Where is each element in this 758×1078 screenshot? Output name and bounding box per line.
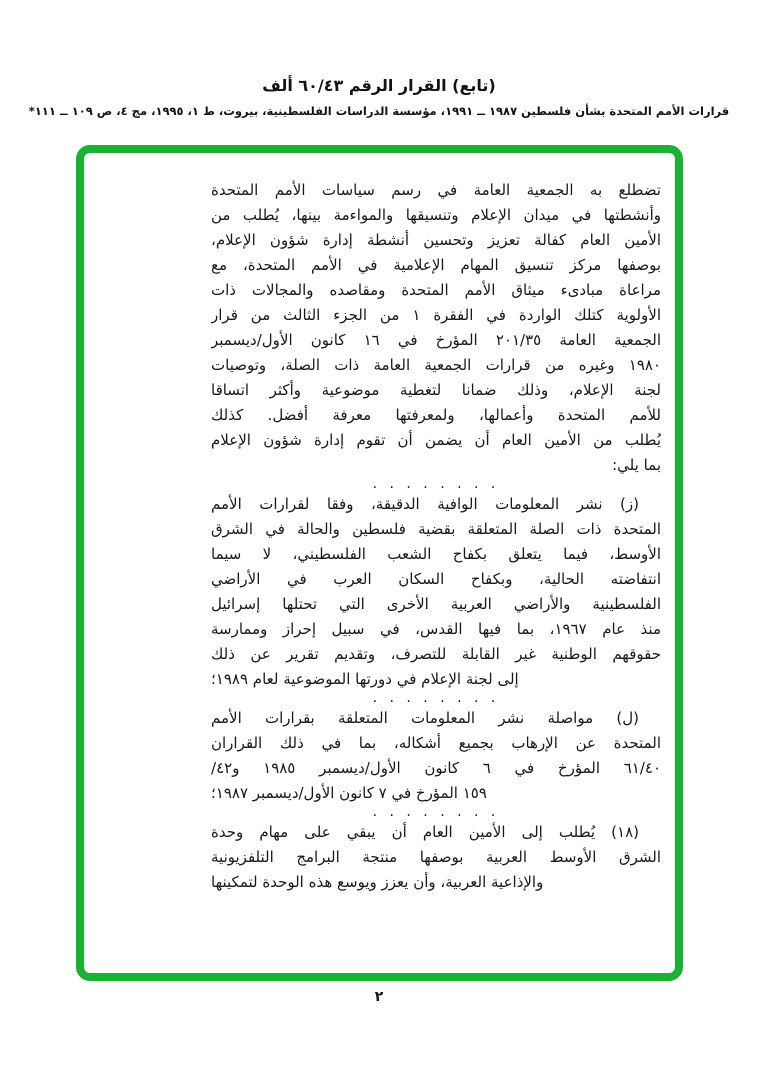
text-column — [211, 178, 661, 895]
paragraph-l — [211, 706, 661, 806]
text-line: ٦١/٤٠ المؤرخ في ٦ كانون الأول/ديسمبر ١٩٨٥ و٤٢/ — [211, 759, 661, 777]
paragraph-z — [211, 492, 661, 692]
text-line: يُطلب من الأمين العام أن يضمن أن تقوم إدارة شؤون الإعلام — [211, 431, 661, 449]
text-line: الفلسطينية والأراضي العربية الأخرى التي تحتلها إسرائيل — [211, 595, 661, 613]
text-line: المتحدة عن الإرهاب بجميع أشكاله، بما في ذلك القراران — [211, 734, 661, 752]
ellipsis-separator: . . . . . . . . — [372, 804, 500, 820]
text-line: منذ عام ١٩٦٧، بما فيها القدس، في سبيل إحراز وممارسة — [211, 620, 661, 638]
text-line: الأمين العام كفالة تعزيز وتحسين أنشطة إدارة شؤون الإعلام، — [211, 231, 661, 249]
text-line: للأمم المتحدة وأعمالها، ولمعرفتها معرفة أفضل. كذلك — [211, 406, 661, 424]
resolution-title: (تابع) القرار الرقم ٦٠/٤٣ ألف — [262, 76, 496, 95]
text-line: الأوسط، فيما يتعلق بكفاح الشعب الفلسطيني، لا سيما — [211, 545, 661, 563]
text-line: بوصفها مركز تنسيق المهام الإعلامية في الأمم المتحدة، مع — [211, 256, 661, 274]
text-line: انتفاضته الحالية، وبكفاح السكان العرب في الأراضي — [211, 570, 661, 588]
text-line: مراعاة مبادىء ميثاق الأمم المتحدة ومقاصده والمجالات ذات — [211, 281, 661, 299]
ellipsis-separator: . . . . . . . . — [372, 690, 500, 706]
ellipsis-separator: . . . . . . . . — [372, 476, 500, 492]
paragraph-18 — [211, 820, 661, 895]
text-line: والإذاعية العربية، وأن يعزز ويوسع هذه الوحدة لتمكينها — [211, 873, 544, 891]
paragraph-intro — [211, 178, 661, 478]
source-citation: قرارات الأمم المتحدة بشأن فلسطين ١٩٨٧ ــ ١٩٩١، مؤسسة الدراسات الفلسطينية، بيروت، ط ١، ١٩٩٥، مج ٤، ص ١٠٩ ــ ١١١* — [28, 104, 730, 118]
text-line: وأنشطتها في ميدان الإعلام وتنسيقها والمواءمة بينها، يُطلب من — [211, 206, 661, 224]
text-line: الجمعية العامة ٢٠١/٣٥ المؤرخ في ١٦ كانون الأول/ديسمبر — [211, 331, 661, 349]
text-line: تضطلع به الجمعية العامة في رسم سياسات الأمم المتحدة — [211, 181, 661, 199]
text-line: ١٥٩ المؤرخ في ٧ كانون الأول/ديسمبر ١٩٨٧؛ — [211, 784, 487, 802]
text-line: الأولوية كتلك الواردة في الفقرة ١ من الجزء الثالث من قرار — [211, 306, 661, 324]
text-line: لجنة الإعلام، وذلك ضمانا لتغطية موضوعية وأكثر اتساقا — [211, 381, 661, 399]
text-line: المتحدة ذات الصلة المتعلقة بقضية فلسطين والحالة في الشرق — [211, 520, 661, 538]
text-line: ١٩٨٠ وغيره من قرارات الجمعية العامة ذات الصلة، وتوصيات — [211, 356, 661, 374]
text-line: (ز) نشر المعلومات الوافية الدقيقة، وفقا لقرارات الأمم — [211, 495, 639, 513]
text-line: حقوقهم الوطنية غير القابلة للتصرف، وتقديم تقرير عن ذلك — [211, 645, 661, 663]
text-line: الشرق الأوسط العربية بوصفها منتجة البرامج التلفزيونية — [211, 848, 661, 866]
page-number: ٢ — [374, 989, 384, 1005]
text-line: بما يلي: — [612, 456, 661, 474]
content-frame — [76, 145, 683, 981]
text-line: (١٨) يُطلب إلى الأمين العام أن يبقي على مهام وحدة — [211, 823, 639, 841]
text-line: إلى لجنة الإعلام في دورتها الموضوعية لعام ١٩٨٩؛ — [211, 670, 519, 688]
text-line: (ل) مواصلة نشر المعلومات المتعلقة بقرارات الأمم — [211, 709, 639, 727]
